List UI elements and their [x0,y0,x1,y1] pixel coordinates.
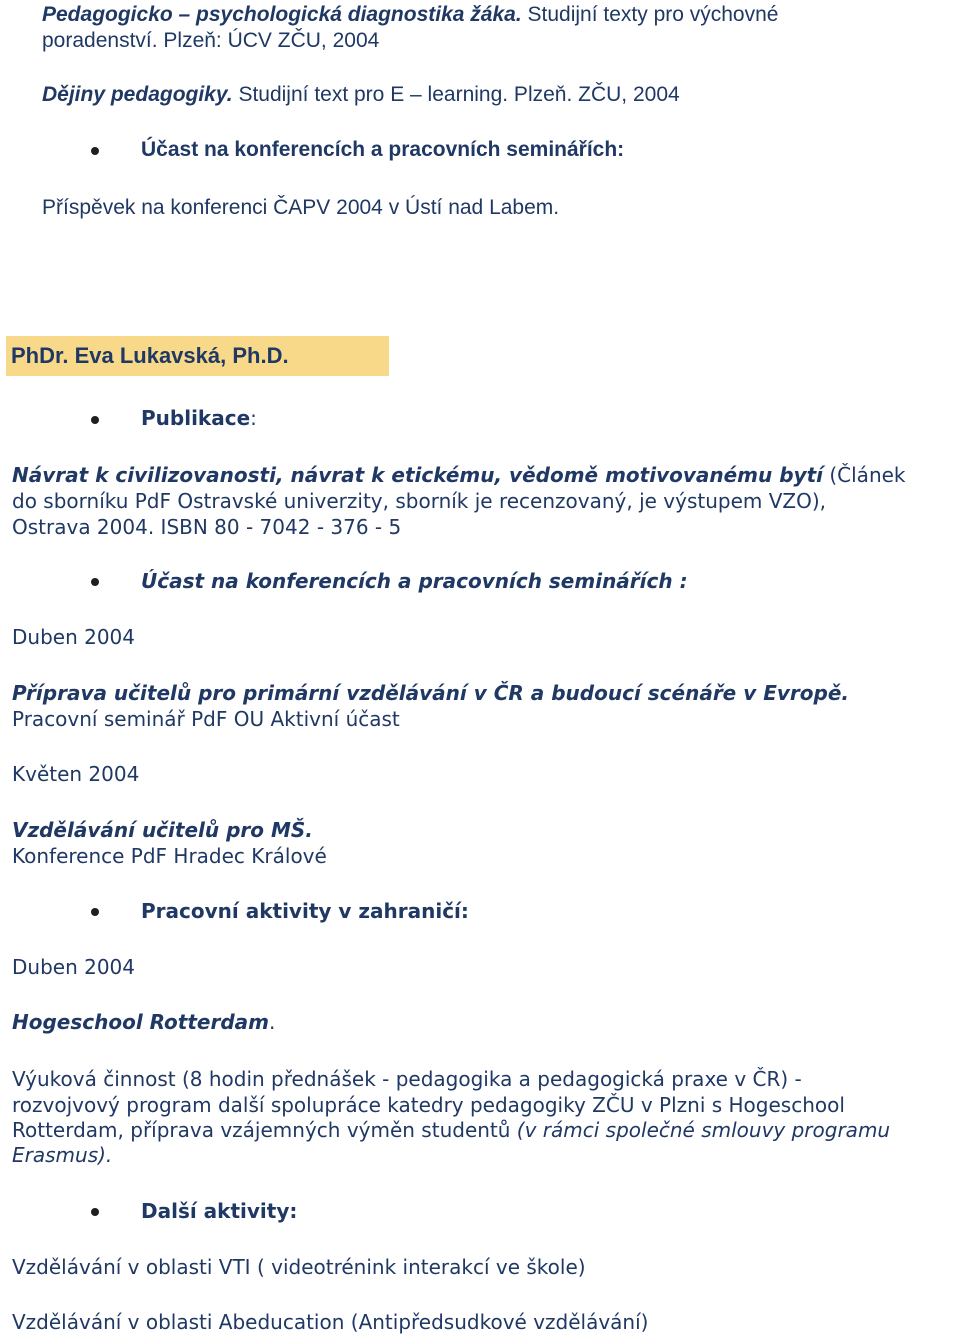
abroad-desc-4: Erasmus). [12,1143,113,1167]
abroad-institution: Hogeschool Rotterdam [12,1010,270,1034]
reference-line-1 [42,2,778,28]
abroad-desc-2: rozvojvový program další spolupráce katedry pedagogiky ZČU v Plzni s Hogeschool [12,1093,845,1117]
reference-title-1: Pedagogicko – psychologická diagnostika žáka. [42,3,522,26]
abroad-desc-3 [12,1117,890,1143]
abroad-heading: Pracovní aktivity v zahraničí: [141,899,469,923]
publication-line-2: do sborníku PdF Ostravské univerzity, sborník je recenzovaný, je výstupem VZO), [12,489,827,513]
bullet-icon [91,1208,99,1216]
conference-date-1: Duben 2004 [12,625,136,649]
bullet-icon [91,147,99,155]
publications-heading-text: Publikace [141,406,251,430]
bullet-icon [91,416,99,424]
abroad-desc-3-italic: (v rámci společné smlouvy programu [516,1118,891,1142]
bullet-icon [91,908,99,916]
reference-rest-1: Studijní texty pro výchovné [521,3,779,26]
publications-heading [141,405,257,431]
other-item-1: Vzdělávání v oblasti VTI ( videotrénink interakcí ve škole) [12,1255,586,1279]
conference-date-2: Květen 2004 [12,762,140,786]
abroad-desc-3-plain: Rotterdam, příprava vzájemných výměn studentů [12,1118,517,1142]
reference-rest-2: Studijní text pro E – learning. Plzeň. ZČU, 2004 [232,83,680,106]
reference-line-3 [42,82,680,108]
conference-item-1: Příspěvek na konferenci ČAPV 2004 v Ústí nad Labem. [42,196,560,219]
conferences-heading-2: Účast na konferencích a pracovních seminářích : [141,569,688,593]
other-item-2: Vzdělávání v oblasti Abeducation (Antipředsudkové vzdělávání) [12,1310,649,1334]
conference-detail-1: Pracovní seminář PdF OU Aktivní účast [12,707,400,731]
publication-type: (Článek [823,463,906,487]
abroad-desc-1: Výuková činnost (8 hodin přednášek - pedagogika a pedagogická praxe v ČR) - [12,1067,802,1091]
abroad-institution-dot: . [269,1010,276,1034]
conference-title-1: Příprava učitelů pro primární vzdělávání v ČR a budoucí scénáře v Evropě. [12,681,849,705]
other-heading: Další aktivity: [141,1199,298,1223]
publication-line-3: Ostrava 2004. ISBN 80 - 7042 - 376 - 5 [12,515,402,539]
reference-title-2: Dějiny pedagogiky. [42,83,233,106]
abroad-institution-line [12,1009,275,1035]
abroad-date: Duben 2004 [12,955,136,979]
reference-line-2: poradenství. Plzeň: ÚCV ZČU, 2004 [42,29,380,52]
publications-heading-colon: : [250,406,257,430]
conferences-heading-1: Účast na konferencích a pracovních seminářích: [141,138,625,161]
person-name: PhDr. Eva Lukavská, Ph.D. [11,343,289,368]
bullet-icon [91,578,99,586]
conference-title-2: Vzdělávání učitelů pro MŠ. [12,818,313,842]
publication-title: Návrat k civilizovanosti, návrat k etickému, vědomě motivovanému bytí [12,463,823,487]
publication-line-1 [12,462,906,488]
conference-detail-2: Konference PdF Hradec Králové [12,844,327,868]
